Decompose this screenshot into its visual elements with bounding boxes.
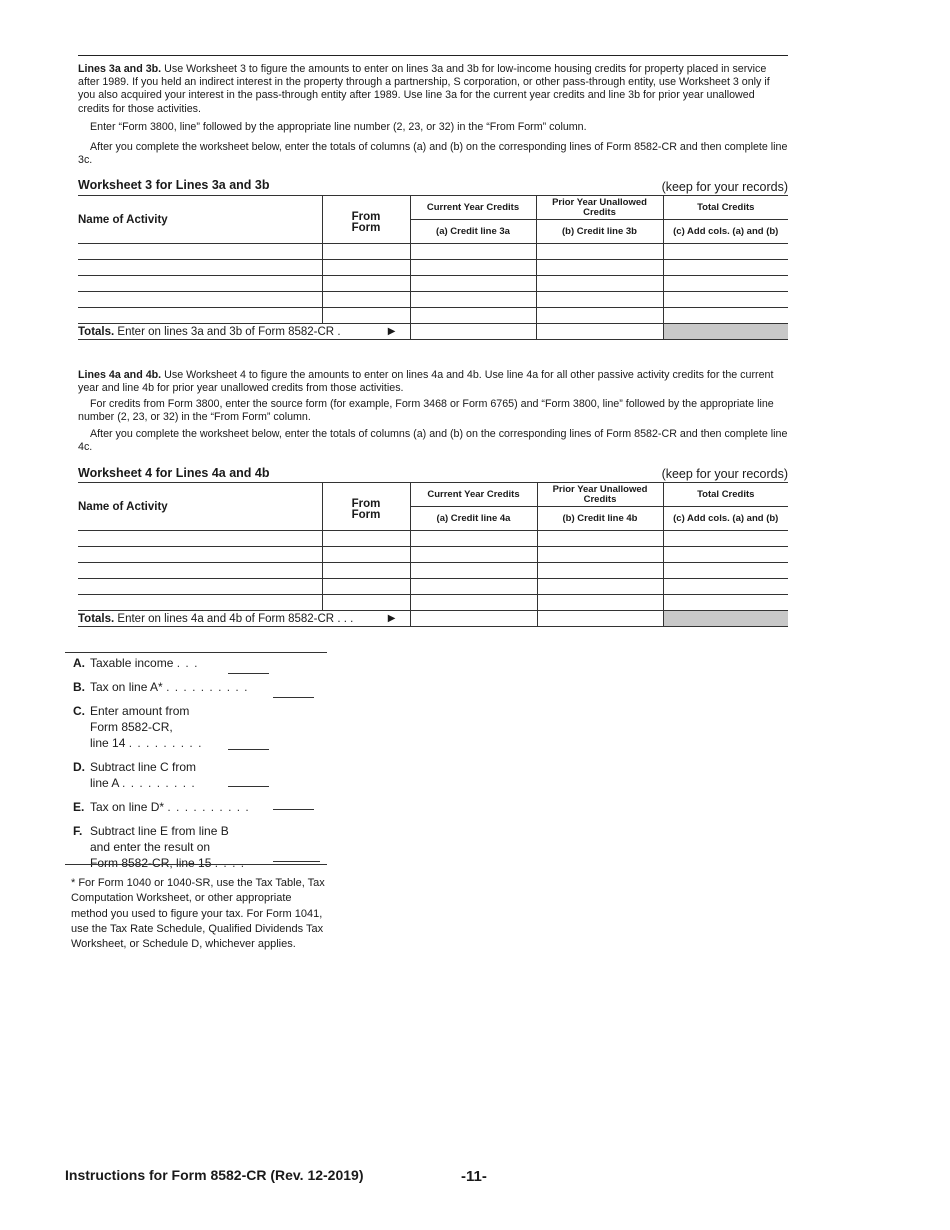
table-row — [78, 308, 788, 324]
from-form-cell[interactable] — [322, 244, 410, 260]
from-form-cell[interactable] — [322, 308, 410, 324]
paragraph-lines-4a-4b: Lines 4a and 4b. Use Worksheet 4 to figure the amounts to enter on lines 4a and 4b. Use line 4a for all other passive activity credits for the current year and line 4b for prior year unallowed credits from those activities. — [78, 369, 774, 395]
paragraph-after-worksheet-4: After you complete the worksheet below, enter the totals of columns (a) and (b) on the corresponding lines of Form 8582-CR and then complete line 4c. — [78, 428, 788, 454]
worksheet-4-keep-note: (keep for your records) — [661, 467, 788, 481]
activity-cell[interactable] — [78, 308, 322, 324]
from-form-cell[interactable] — [322, 563, 410, 579]
activity-cell[interactable] — [78, 547, 322, 563]
col-from-form: From Form — [322, 196, 410, 244]
activity-cell[interactable] — [78, 292, 322, 308]
credit-a-cell[interactable] — [410, 547, 537, 563]
col-credit-line-3a: (a) Credit line 3a — [410, 220, 536, 244]
credit-b-cell[interactable] — [536, 244, 663, 260]
credit-b-cell[interactable] — [537, 547, 663, 563]
tax-line-c: C. Enter amount from Form 8582-CR, line 14 . . . . . . . . . — [73, 704, 203, 750]
tax-worksheet-bottom-rule — [65, 864, 327, 865]
worksheet-3-keep-note: (keep for your records) — [661, 180, 788, 194]
col-name-of-activity: Name of Activity — [78, 196, 322, 244]
credit-a-cell[interactable] — [410, 579, 537, 595]
total-credit-a-cell[interactable] — [410, 324, 536, 340]
tax-worksheet — [65, 655, 327, 879]
worksheet-3-table — [78, 195, 788, 340]
credit-b-cell[interactable] — [537, 595, 663, 611]
credit-b-cell[interactable] — [536, 260, 663, 276]
table-row — [78, 292, 788, 308]
totals-row — [78, 611, 788, 627]
page-number: -11- — [461, 1168, 487, 1185]
credit-a-cell[interactable] — [410, 308, 536, 324]
total-cell[interactable] — [663, 244, 788, 260]
col-current-year-credits: Current Year Credits — [410, 196, 536, 220]
shaded-cell — [663, 324, 788, 340]
line-e-entry[interactable] — [273, 809, 314, 810]
total-credit-a-cell[interactable] — [410, 611, 537, 627]
credit-b-cell[interactable] — [536, 276, 663, 292]
paragraph-form-3800-note: Enter “Form 3800, line” followed by the appropriate line number (2, 23, or 32) in the “From Form” column. — [90, 121, 587, 133]
from-form-cell[interactable] — [322, 292, 410, 308]
from-form-cell[interactable] — [322, 579, 410, 595]
top-rule — [78, 55, 788, 56]
table-row — [78, 244, 788, 260]
tax-line-a: A. Taxable income . . . — [73, 656, 199, 670]
total-cell[interactable] — [663, 292, 788, 308]
total-credit-b-cell[interactable] — [536, 324, 663, 340]
paragraph-lines-3a-3b: Lines 3a and 3b. Use Worksheet 3 to figure the amounts to enter on lines 3a and 3b for low-income housing credits for property placed in service after 1989. If you held an indirect interest in the property through a partnership, S corporation, or other pass-through entity, use Worksheet 3 only if you also acquired your interest in the pass-through entity after 1989. Use line 3a for the current year credits and line 3b for prior year unallowed credits for those activities. — [78, 63, 770, 115]
table-row — [78, 563, 788, 579]
footnote: * For Form 1040 or 1040-SR, use the Tax Table, Tax Computation Worksheet, or other appropriate method you used to figure your tax. For Form 1041, use the Tax Rate Schedule, Qualified Dividends Tax Worksheet, or Schedule D, whichever applies. — [71, 877, 325, 951]
credit-a-cell[interactable] — [410, 292, 536, 308]
total-cell[interactable] — [663, 531, 788, 547]
credit-b-cell[interactable] — [537, 563, 663, 579]
total-cell[interactable] — [663, 308, 788, 324]
total-cell[interactable] — [663, 260, 788, 276]
credit-b-cell[interactable] — [537, 579, 663, 595]
table-row — [78, 276, 788, 292]
credit-a-cell[interactable] — [410, 531, 537, 547]
col-credit-line-3b: (b) Credit line 3b — [536, 220, 663, 244]
col-from-form: From Form — [322, 483, 410, 531]
credit-b-cell[interactable] — [537, 531, 663, 547]
from-form-cell[interactable] — [322, 595, 410, 611]
line-a-entry[interactable] — [228, 673, 269, 674]
credit-a-cell[interactable] — [410, 260, 536, 276]
table-row — [78, 547, 788, 563]
credit-a-cell[interactable] — [410, 595, 537, 611]
col-name-of-activity: Name of Activity — [78, 483, 322, 531]
activity-cell[interactable] — [78, 531, 322, 547]
paragraph-credits-form-3800: For credits from Form 3800, enter the source form (for example, Form 3468 or Form 6765) and “Form 3800, line” followed by the appropriate line number (2, 23, or 32) in the “From Form” column. — [78, 398, 774, 424]
col-total-credits: Total Credits — [663, 483, 788, 507]
credit-b-cell[interactable] — [536, 292, 663, 308]
col-credit-line-4b: (b) Credit line 4b — [537, 507, 663, 531]
worksheet-4-title: Worksheet 4 for Lines 4a and 4b — [78, 466, 270, 480]
table-row — [78, 579, 788, 595]
line-f-entry[interactable] — [273, 861, 320, 862]
line-b-entry[interactable] — [273, 697, 314, 698]
tax-line-f: F. Subtract line E from line B and enter the result on Form 8582-CR, line 15 . . . . — [73, 824, 246, 870]
col-current-year-credits: Current Year Credits — [410, 483, 537, 507]
total-cell[interactable] — [663, 595, 788, 611]
tax-worksheet-top-rule — [65, 652, 327, 653]
activity-cell[interactable] — [78, 260, 322, 276]
col-prior-year-credits: Prior Year Unallowed Credits — [537, 483, 663, 507]
worksheet-4-table — [78, 482, 788, 627]
from-form-cell[interactable] — [322, 547, 410, 563]
shaded-cell — [663, 611, 788, 627]
arrow-right-icon: ▶ — [387, 613, 396, 624]
credit-a-cell[interactable] — [410, 244, 536, 260]
activity-cell[interactable] — [78, 595, 322, 611]
activity-cell[interactable] — [78, 244, 322, 260]
table-row — [78, 531, 788, 547]
col-add-cols: (c) Add cols. (a) and (b) — [663, 507, 788, 531]
table-row — [78, 260, 788, 276]
from-form-cell[interactable] — [322, 260, 410, 276]
activity-cell[interactable] — [78, 579, 322, 595]
col-add-cols: (c) Add cols. (a) and (b) — [663, 220, 788, 244]
footer-title: Instructions for Form 8582-CR (Rev. 12-2019) — [65, 1167, 364, 1183]
col-total-credits: Total Credits — [663, 196, 788, 220]
paragraph-after-worksheet-3: After you complete the worksheet below, enter the totals of columns (a) and (b) on the corresponding lines of Form 8582-CR and then complete line 3c. — [78, 141, 788, 167]
activity-cell[interactable] — [78, 276, 322, 292]
from-form-cell[interactable] — [322, 531, 410, 547]
activity-cell[interactable] — [78, 563, 322, 579]
totals-label: Totals. Enter on lines 3a and 3b of Form 8582-CR . ▶ — [78, 324, 410, 340]
col-credit-line-4a: (a) Credit line 4a — [410, 507, 537, 531]
total-cell[interactable] — [663, 547, 788, 563]
tax-line-d: D. Subtract line C from line A . . . . . . . . . — [73, 760, 197, 790]
total-cell[interactable] — [663, 579, 788, 595]
totals-label: Totals. Enter on lines 4a and 4b of Form 8582-CR . . . ▶ — [78, 611, 410, 627]
tax-line-b: B. Tax on line A* . . . . . . . . . . — [73, 680, 249, 694]
credit-b-cell[interactable] — [536, 308, 663, 324]
totals-row — [78, 324, 788, 340]
total-cell[interactable] — [663, 276, 788, 292]
worksheet-3-title: Worksheet 3 for Lines 3a and 3b — [78, 178, 270, 192]
col-prior-year-credits: Prior Year Unallowed Credits — [536, 196, 663, 220]
table-row — [78, 595, 788, 611]
credit-a-cell[interactable] — [410, 276, 536, 292]
credit-a-cell[interactable] — [410, 563, 537, 579]
total-cell[interactable] — [663, 563, 788, 579]
tax-line-e: E. Tax on line D* . . . . . . . . . . — [73, 800, 250, 814]
line-d-entry[interactable] — [228, 786, 269, 787]
line-c-entry[interactable] — [228, 749, 269, 750]
from-form-cell[interactable] — [322, 276, 410, 292]
arrow-right-icon: ▶ — [387, 326, 396, 337]
total-credit-b-cell[interactable] — [537, 611, 663, 627]
